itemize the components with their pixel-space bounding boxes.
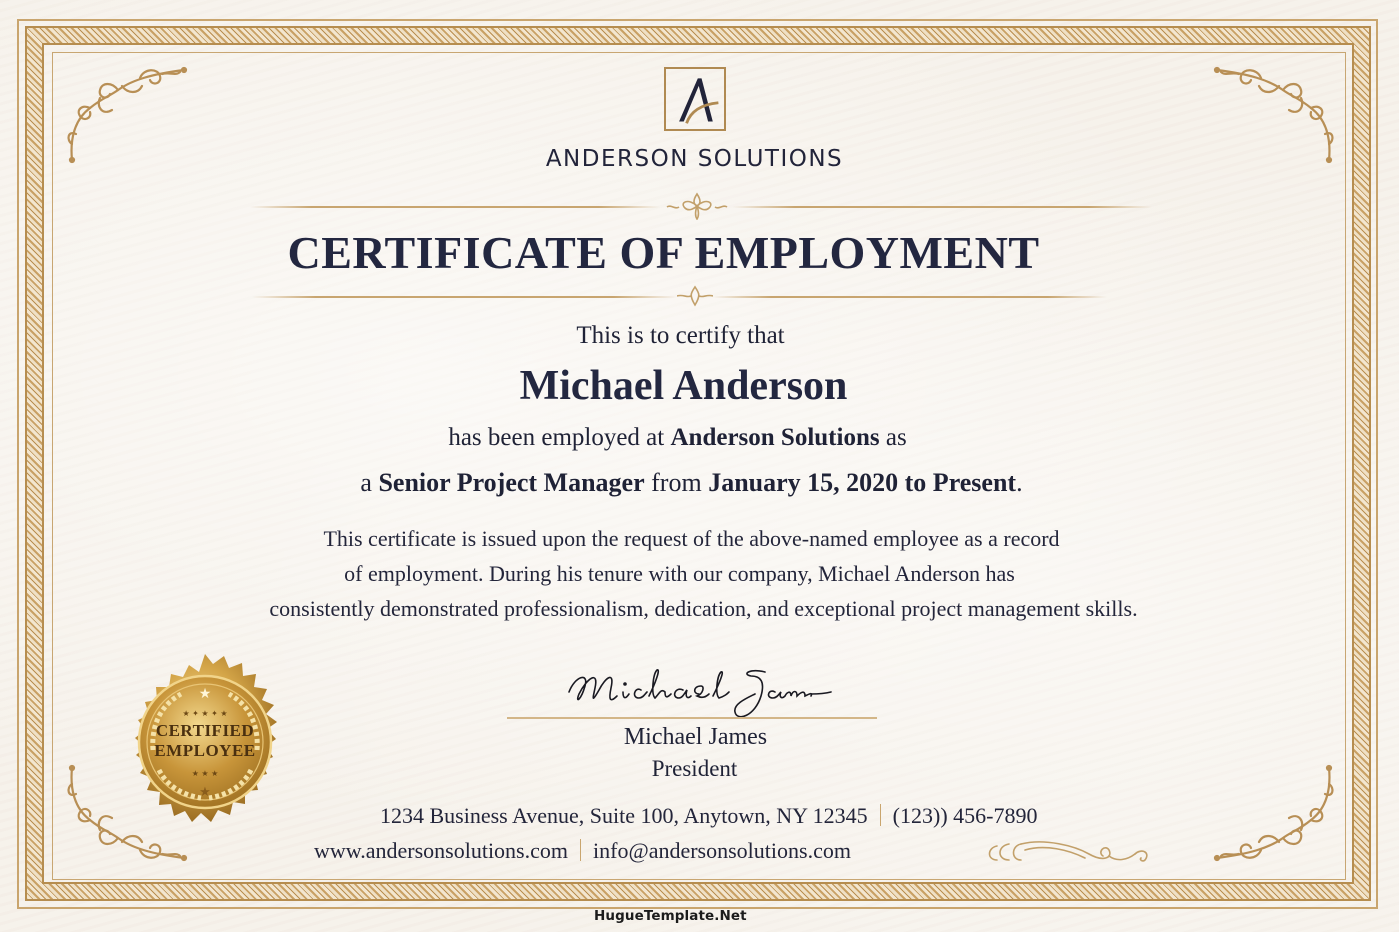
diamond-ornament-icon <box>677 285 713 307</box>
paragraph-line: of employment. During his tenure with our company, Michael Anderson has <box>344 561 1015 586</box>
company-logo-icon <box>664 67 726 131</box>
paragraph-line: consistently demonstrated professionalism, dedication, and exceptional project management skills. <box>269 596 1138 621</box>
divider-line <box>250 206 660 208</box>
divider-line <box>732 206 1152 208</box>
seal-text-line2: EMPLOYEE <box>154 741 256 760</box>
signature-line <box>507 717 877 719</box>
employer-name: Anderson Solutions <box>670 424 880 451</box>
company-website[interactable]: www.andersonsolutions.com <box>314 838 568 863</box>
svg-text:★: ★ <box>198 686 212 702</box>
svg-text:★ ✦ ★ ✦ ★: ★ ✦ ★ ✦ ★ <box>182 709 228 718</box>
company-name: ANDERSON SOLUTIONS <box>545 146 844 172</box>
role-prefix: a <box>360 468 372 497</box>
employed-prefix: has been employed at <box>448 424 665 451</box>
separator <box>880 804 881 826</box>
divider-line <box>252 296 677 298</box>
certify-intro: This is to certify that <box>576 322 785 349</box>
job-role: Senior Project Manager <box>378 468 645 497</box>
separator <box>580 839 581 861</box>
period-end: . <box>1016 468 1023 497</box>
divider-line <box>712 296 1107 298</box>
scroll-flourish-icon <box>985 838 1155 868</box>
employment-statement <box>0 424 1377 452</box>
signer-title: President <box>651 756 738 781</box>
contact-web-row <box>314 838 851 864</box>
signer-name: Michael James <box>623 724 768 750</box>
company-address: 1234 Business Avenue, Suite 100, Anytown, NY 12345 <box>380 803 868 828</box>
role-statement <box>0 468 1391 498</box>
company-email[interactable]: info@andersonsolutions.com <box>593 838 851 863</box>
seal-text-line1: CERTIFIED <box>155 721 255 740</box>
employee-name: Michael Anderson <box>519 363 848 409</box>
svg-text:★ ★ ★: ★ ★ ★ <box>191 769 219 778</box>
fleur-ornament-icon <box>665 192 729 220</box>
company-phone: (123)) 456-7890 <box>892 803 1038 828</box>
employment-period: January 15, 2020 to Present <box>708 468 1017 497</box>
watermark-text: HugueTemplate.Net <box>594 908 747 924</box>
certificate-title: CERTIFICATE OF EMPLOYMENT <box>287 227 1040 278</box>
employed-suffix: as <box>885 424 907 451</box>
signature-script <box>565 664 835 724</box>
paragraph-line: This certificate is issued upon the request of the above-named employee as a record <box>323 526 1060 551</box>
role-from: from <box>651 468 702 497</box>
svg-text:★: ★ <box>199 785 211 800</box>
contact-address-row <box>380 803 1037 829</box>
